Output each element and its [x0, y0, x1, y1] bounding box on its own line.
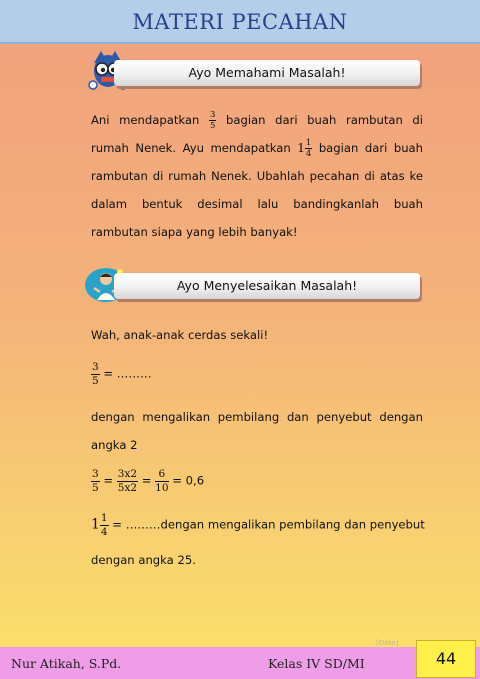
equation-3-text: = ………dengan mengalikan pembilang dan penyebut — [112, 517, 425, 532]
fraction-6-10 — [155, 469, 168, 493]
page-title: MATERI PECAHAN — [132, 10, 348, 34]
fraction-numerator: 3 — [92, 468, 99, 480]
mixed-number-whole: 1 — [91, 516, 100, 533]
equals-sign: = — [141, 473, 152, 488]
fraction-denominator: 10 — [155, 481, 169, 494]
problem-text-2: bagian dari buah rambutan di rumah Nenek. Ayu mendapatkan — [91, 113, 424, 155]
problem-text-3: bagian dari buah rambutan di rumah Nenek. Ubahlah pecahan di atas ke dalam bentuk desimal lalu bandingkanlah buah rambutan siapa yang lebih banyak! — [91, 141, 423, 239]
fraction-3-5 — [209, 111, 216, 131]
fraction-3-5 — [91, 362, 100, 386]
step-1-text: dengan mengalikan pembilang dan penyebut dengan angka 2 — [91, 410, 423, 452]
fraction-denominator: 4 — [305, 149, 312, 159]
fraction-denominator: 5 — [209, 121, 216, 131]
equation-3-tail: dengan angka 25. — [91, 553, 196, 567]
equation-3 — [91, 513, 425, 537]
fraction-3x2-5x2 — [117, 469, 138, 493]
date-placeholder: [Date] — [376, 639, 399, 647]
equals-sign: = — [103, 473, 114, 488]
page-number: 44 — [416, 640, 476, 678]
mixed-number-whole: 1 — [297, 141, 305, 155]
fraction-denominator: 5 — [92, 374, 99, 387]
problem-paragraph — [91, 106, 423, 246]
fraction-numerator: 3 — [92, 361, 99, 373]
equation-2 — [91, 469, 204, 493]
equation-1 — [91, 362, 152, 386]
fraction-numerator: 6 — [155, 469, 168, 482]
page-header — [0, 0, 480, 44]
fraction-denominator: 5x2 — [117, 481, 138, 494]
fraction-1-4 — [305, 139, 312, 159]
fraction-denominator: 5 — [92, 481, 99, 494]
fraction-numerator: 1 — [305, 137, 312, 148]
fraction-numerator: 3x2 — [117, 468, 138, 480]
problem-text-1: Ani mendapatkan — [91, 113, 200, 127]
footer-author: Nur Atikah, S.Pd. — [11, 656, 122, 671]
page-footer — [0, 647, 480, 679]
equation-1-blank: = ……… — [103, 366, 152, 381]
fraction-3-5 — [91, 469, 100, 493]
fraction-numerator: 3 — [209, 109, 216, 120]
intro-line: Wah, anak-anak cerdas sekali! — [91, 328, 269, 342]
footer-class: Kelas IV SD/MI — [268, 656, 365, 671]
fraction-numerator: 1 — [100, 512, 108, 524]
equation-2-result: = 0,6 — [172, 473, 205, 488]
section-banner-menyelesaikan: Ayo Menyelesaikan Masalah! — [114, 273, 420, 299]
section-banner-memahami: Ayo Memahami Masalah! — [114, 60, 420, 86]
fraction-1-4 — [100, 513, 109, 537]
fraction-denominator: 4 — [100, 525, 108, 538]
